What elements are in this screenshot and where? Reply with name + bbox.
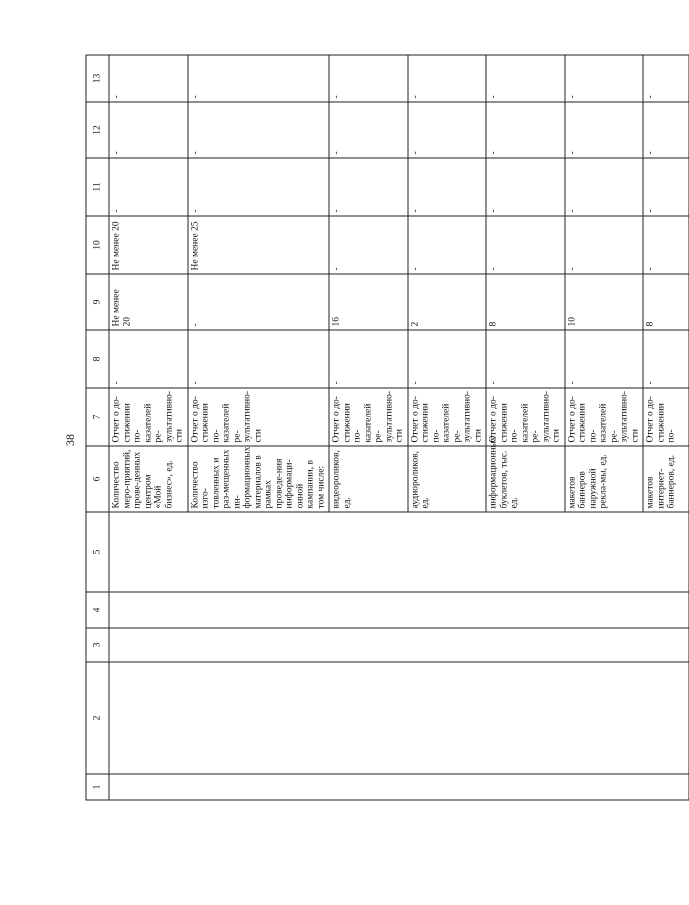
value-cell: - bbox=[486, 330, 565, 388]
value-cell: - bbox=[564, 102, 643, 158]
page-number: 38 bbox=[63, 434, 77, 446]
rotated-table-area bbox=[85, 55, 676, 800]
col-num: 11 bbox=[86, 158, 109, 216]
value-cell: - bbox=[109, 158, 188, 216]
value-cell: - bbox=[407, 330, 486, 388]
value-cell: Не менее 25 bbox=[187, 216, 329, 274]
value-cell: - bbox=[187, 102, 329, 158]
indicator-cell: аудиороликов, ед. bbox=[407, 446, 486, 512]
value-cell: 8 bbox=[643, 274, 689, 330]
value-cell: - bbox=[643, 216, 689, 274]
source-cell: Отчет о до-стижении по-казателей ре-зультативно-сти bbox=[407, 388, 486, 446]
value-cell: - bbox=[329, 55, 408, 102]
value-cell: - bbox=[407, 158, 486, 216]
value-cell: - bbox=[564, 55, 643, 102]
cell-col5 bbox=[109, 512, 689, 592]
value-cell: - bbox=[643, 158, 689, 216]
col-num: 2 bbox=[86, 662, 109, 774]
value-cell: - bbox=[486, 55, 565, 102]
source-cell: Отчет о до-стижении по- bbox=[643, 388, 689, 446]
indicator-cell: Количество меро-приятий, прове-денных центром «Мой бизнес», ед. bbox=[109, 446, 188, 512]
value-cell: - bbox=[187, 330, 329, 388]
table-row bbox=[109, 55, 188, 800]
cell-col3 bbox=[109, 628, 689, 662]
value-cell: - bbox=[643, 55, 689, 102]
col-num: 13 bbox=[86, 55, 109, 102]
indicator-table bbox=[85, 54, 689, 800]
value-cell: - bbox=[329, 216, 408, 274]
source-cell: Отчет о до-стижении по-казателей ре-зультативно-сти bbox=[109, 388, 188, 446]
value-cell: - bbox=[187, 274, 329, 330]
value-cell: 16 bbox=[329, 274, 408, 330]
value-cell: - bbox=[109, 102, 188, 158]
col-num: 8 bbox=[86, 330, 109, 388]
value-cell: Не менее 20 bbox=[109, 274, 188, 330]
col-num: 9 bbox=[86, 274, 109, 330]
value-cell: - bbox=[564, 158, 643, 216]
value-cell: - bbox=[109, 330, 188, 388]
col-num: 12 bbox=[86, 102, 109, 158]
value-cell: - bbox=[643, 102, 689, 158]
col-num: 1 bbox=[86, 774, 109, 800]
value-cell: - bbox=[643, 330, 689, 388]
value-cell: - bbox=[329, 330, 408, 388]
value-cell: - bbox=[329, 158, 408, 216]
value-cell: - bbox=[329, 102, 408, 158]
indicator-cell: информационных буклетов, тыс. ед. bbox=[486, 446, 565, 512]
source-cell: Отчет о до-стижении по-казателей ре-зультативно-сти bbox=[564, 388, 643, 446]
source-cell: Отчет о до-стижении по-казателей ре-зультативно-сти bbox=[486, 388, 565, 446]
column-number-row bbox=[86, 55, 109, 800]
value-cell: - bbox=[109, 55, 188, 102]
col-num: 5 bbox=[86, 512, 109, 592]
value-cell: - bbox=[187, 55, 329, 102]
value-cell: - bbox=[407, 216, 486, 274]
value-cell: - bbox=[564, 216, 643, 274]
col-num: 7 bbox=[86, 388, 109, 446]
value-cell: - bbox=[486, 158, 565, 216]
cell-col1 bbox=[109, 774, 689, 800]
indicator-cell: макетов баннеров наружной рекла-мы, ед. bbox=[564, 446, 643, 512]
value-cell: 8 bbox=[486, 274, 565, 330]
value-cell: - bbox=[407, 55, 486, 102]
cell-col2 bbox=[109, 662, 689, 774]
value-cell: - bbox=[486, 216, 565, 274]
indicator-cell: макетов интернет-баннеров, ед. bbox=[643, 446, 689, 512]
value-cell: - bbox=[187, 158, 329, 216]
table-wrapper bbox=[85, 55, 676, 800]
value-cell: Не менее 20 bbox=[109, 216, 188, 274]
indicator-cell: видеороликов, ед. bbox=[329, 446, 408, 512]
source-cell: Отчет о до-стижении по-казателей ре-зультативно-сти bbox=[187, 388, 329, 446]
value-cell: - bbox=[486, 102, 565, 158]
cell-col4 bbox=[109, 592, 689, 628]
value-cell: - bbox=[564, 330, 643, 388]
col-num: 10 bbox=[86, 216, 109, 274]
indicator-cell: Количество изго-товленных и раз-мещенных ин-формационных материалов в рамках проведе-ния информаци-онной кампании, в том числе: bbox=[187, 446, 329, 512]
source-cell: Отчет о до-стижении по-казателей ре-зультативно-сти bbox=[329, 388, 408, 446]
col-num: 4 bbox=[86, 592, 109, 628]
value-cell: 2 bbox=[407, 274, 486, 330]
col-num: 6 bbox=[86, 446, 109, 512]
col-num: 3 bbox=[86, 628, 109, 662]
value-cell: 10 bbox=[564, 274, 643, 330]
value-cell: - bbox=[407, 102, 486, 158]
